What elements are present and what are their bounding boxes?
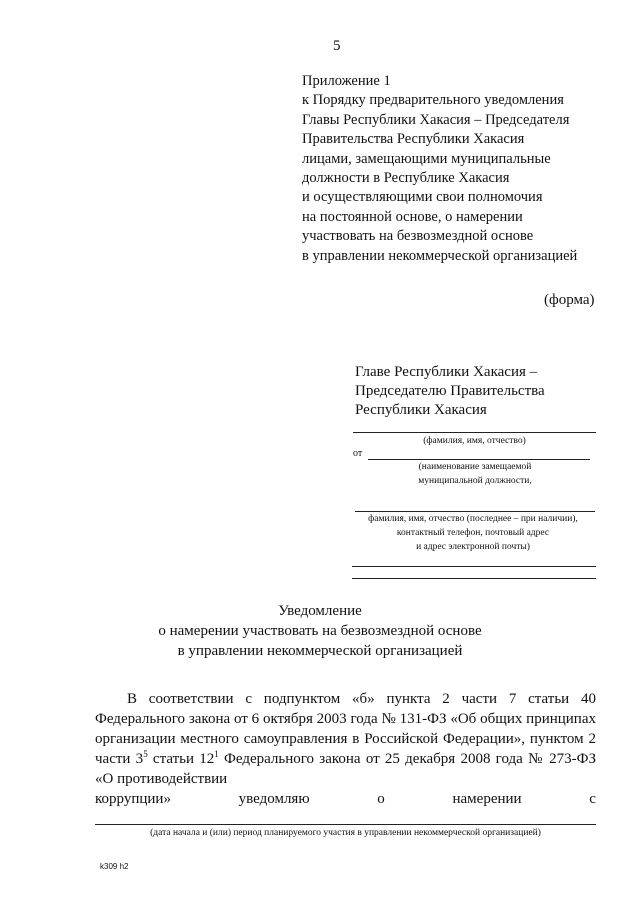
date-field-line[interactable]: [95, 824, 596, 825]
contact-extra-line-2[interactable]: [352, 578, 596, 579]
document-stamp: k309 h2: [100, 862, 129, 871]
position-caption-2: муниципальной должности,: [418, 476, 532, 486]
body-word: намерении: [452, 791, 522, 807]
appendix-line: Приложение 1: [302, 73, 391, 89]
document-title: [0, 601, 640, 661]
contact-caption-2: контактный телефон, почтовый адрес: [396, 528, 550, 538]
body-paragraph: [95, 689, 596, 789]
notification-body: [95, 689, 596, 809]
contact-caption-1: фамилия, имя, отчество (последнее – при наличии),: [368, 514, 578, 524]
appendix-line: Правительства Республики Хакасия: [302, 131, 525, 148]
title-line: в управлении некоммерческой организацией: [177, 643, 463, 659]
appendix-line: участвовать на безвозмездной основе: [302, 228, 534, 245]
addressee-block: [355, 363, 545, 420]
page-number: 5: [333, 38, 341, 54]
title-line: Уведомление: [278, 603, 362, 619]
position-field-line[interactable]: [368, 459, 590, 460]
addressee-line: Председателю Правительства: [355, 383, 545, 399]
appendix-line: на постоянной основе, о намерении: [302, 208, 523, 225]
contact-field-line[interactable]: [355, 511, 595, 512]
body-superscript: 1: [214, 749, 219, 759]
title-line: о намерении участвовать на безвозмездной основе: [158, 623, 482, 639]
body-last-line: [95, 789, 596, 809]
contact-extra-line-1[interactable]: [352, 566, 596, 567]
appendix-header: [302, 72, 577, 266]
appendix-line: в управлении некоммерческой организацией: [302, 247, 578, 264]
addressee-line: Республики Хакасия: [355, 402, 487, 418]
contact-caption-3: и адрес электронной почты): [416, 542, 530, 552]
fio-caption: (фамилия, имя, отчество): [423, 436, 526, 446]
body-word: о: [377, 791, 385, 807]
body-text-part: статьи 12: [147, 751, 215, 767]
fio-field-line[interactable]: [353, 432, 596, 433]
position-caption-1: (наименование замещаемой: [418, 462, 532, 472]
appendix-line: к Порядку предварительного уведомления: [302, 92, 564, 109]
appendix-line: и осуществляющими свои полномочия: [302, 189, 543, 206]
body-word: коррупции»: [95, 791, 171, 807]
appendix-line: Главы Республики Хакасия – Председателя: [302, 111, 570, 128]
appendix-line: лицами, замещающими муниципальные: [302, 150, 551, 167]
appendix-line: должности в Республике Хакасия: [302, 170, 510, 187]
body-superscript: 5: [143, 749, 148, 759]
body-text-part: Федерального закона от 25 декабря 2008 года № 273-ФЗ «О противодействии: [95, 751, 596, 787]
date-caption: (дата начала и (или) период планируемого участия в управлении некоммерческой организацией): [150, 828, 541, 838]
form-label: (форма): [544, 292, 595, 308]
body-word: с: [589, 791, 596, 807]
addressee-line: Главе Республики Хакасия –: [355, 364, 538, 380]
body-word: уведомляю: [238, 791, 310, 807]
body-text-part: В соответствии с подпунктом «б» пункта 2 части 7 статьи 40 Федерального закона от 6 октября 2003 года № 131-ФЗ «Об общих принципах организации местного самоуправления в Российской Федерации», пунктом 2 части 3: [95, 691, 596, 767]
from-label: от: [353, 448, 363, 459]
